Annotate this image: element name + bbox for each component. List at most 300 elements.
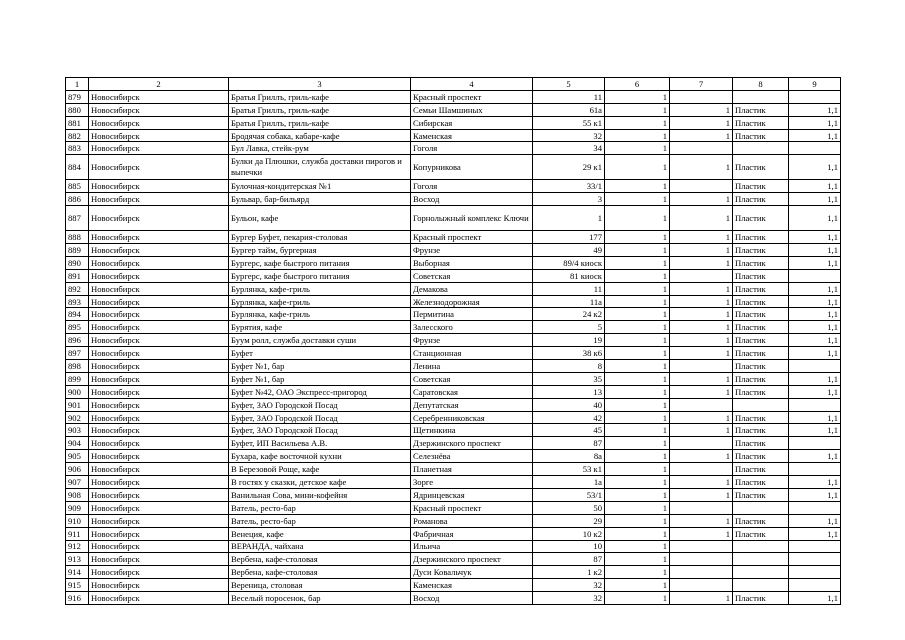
- house-cell: 3: [533, 193, 605, 206]
- material-cell: [733, 501, 789, 514]
- house-cell: 1 к2: [533, 566, 605, 579]
- city-cell: Новосибирск: [89, 553, 229, 566]
- column-7-cell: 1: [670, 155, 733, 180]
- row-number-cell: 913: [66, 553, 89, 566]
- house-cell: 35: [533, 372, 605, 385]
- venue-name-cell: Буфет №1, бар: [229, 360, 411, 373]
- city-cell: Новосибирск: [89, 450, 229, 463]
- table-row: [66, 488, 841, 501]
- house-cell: 32: [533, 129, 605, 142]
- city-cell: Новосибирск: [89, 360, 229, 373]
- column-7-cell: 1: [670, 527, 733, 540]
- table-row: [66, 256, 841, 269]
- venue-name-cell: Бургерс, кафе быстрого питания: [229, 269, 411, 282]
- venue-name-cell: Буфет: [229, 347, 411, 360]
- header-cell: 5: [533, 78, 605, 91]
- column-9-cell: 1,1: [789, 244, 841, 257]
- row-number-cell: 908: [66, 488, 89, 501]
- city-cell: Новосибирск: [89, 385, 229, 398]
- venue-name-cell: Бульвар, бар-бильярд: [229, 193, 411, 206]
- street-cell: Романова: [411, 514, 533, 527]
- venue-name-cell: Братья Гриллъ, гриль-кафе: [229, 103, 411, 116]
- venue-name-cell: В гостях у сказки, детское кафе: [229, 476, 411, 489]
- city-cell: Новосибирск: [89, 540, 229, 553]
- city-cell: Новосибирск: [89, 129, 229, 142]
- city-cell: Новосибирск: [89, 308, 229, 321]
- column-9-cell: 1,1: [789, 231, 841, 244]
- row-number-cell: 916: [66, 592, 89, 605]
- row-number-cell: 881: [66, 116, 89, 129]
- row-number-cell: 902: [66, 411, 89, 424]
- column-6-cell: 1: [605, 398, 670, 411]
- material-cell: Пластик: [733, 231, 789, 244]
- city-cell: Новосибирск: [89, 269, 229, 282]
- column-6-cell: 1: [605, 463, 670, 476]
- column-7-cell: 1: [670, 282, 733, 295]
- column-6-cell: 1: [605, 193, 670, 206]
- row-number-cell: 888: [66, 231, 89, 244]
- header-cell: 8: [733, 78, 789, 91]
- table-row: [66, 360, 841, 373]
- column-6-cell: 1: [605, 360, 670, 373]
- table-row: [66, 295, 841, 308]
- column-6-cell: 1: [605, 553, 670, 566]
- column-7-cell: 1: [670, 103, 733, 116]
- column-7-cell: 1: [670, 411, 733, 424]
- table-row: [66, 155, 841, 180]
- street-cell: Красный проспект: [411, 90, 533, 103]
- city-cell: Новосибирск: [89, 566, 229, 579]
- column-6-cell: 1: [605, 295, 670, 308]
- house-cell: 11: [533, 282, 605, 295]
- material-cell: Пластик: [733, 180, 789, 193]
- header-row: [66, 78, 841, 91]
- city-cell: Новосибирск: [89, 424, 229, 437]
- material-cell: Пластик: [733, 308, 789, 321]
- street-cell: Ильича: [411, 540, 533, 553]
- row-number-cell: 890: [66, 256, 89, 269]
- column-9-cell: 1,1: [789, 180, 841, 193]
- venue-name-cell: Буфет, ЗАО Городской Посад: [229, 411, 411, 424]
- header-cell: 6: [605, 78, 670, 91]
- column-7-cell: 1: [670, 372, 733, 385]
- table-row: [66, 103, 841, 116]
- table-row: [66, 501, 841, 514]
- column-6-cell: 1: [605, 103, 670, 116]
- column-7-cell: 1: [670, 592, 733, 605]
- material-cell: Пластик: [733, 155, 789, 180]
- row-number-cell: 883: [66, 142, 89, 155]
- column-7-cell: [670, 579, 733, 592]
- house-cell: 42: [533, 411, 605, 424]
- house-cell: 5: [533, 321, 605, 334]
- header-cell: 1: [66, 78, 89, 91]
- venue-name-cell: Бурлянка, кафе-гриль: [229, 282, 411, 295]
- material-cell: Пластик: [733, 103, 789, 116]
- house-cell: 13: [533, 385, 605, 398]
- material-cell: [733, 566, 789, 579]
- street-cell: Фрунзе: [411, 334, 533, 347]
- house-cell: 49: [533, 244, 605, 257]
- column-9-cell: 1,1: [789, 592, 841, 605]
- material-cell: Пластик: [733, 592, 789, 605]
- house-cell: 11а: [533, 295, 605, 308]
- material-cell: Пластик: [733, 488, 789, 501]
- table-row: [66, 116, 841, 129]
- street-cell: Восход: [411, 193, 533, 206]
- column-6-cell: 1: [605, 244, 670, 257]
- material-cell: [733, 579, 789, 592]
- street-cell: Селезнёва: [411, 450, 533, 463]
- row-number-cell: 889: [66, 244, 89, 257]
- column-6-cell: 1: [605, 411, 670, 424]
- city-cell: Новосибирск: [89, 579, 229, 592]
- table-row: [66, 244, 841, 257]
- venue-name-cell: Буфет №42, ОАО Экспресс-пригород: [229, 385, 411, 398]
- venue-name-cell: Буум ролл, служба доставки суши: [229, 334, 411, 347]
- table-row: [66, 540, 841, 553]
- material-cell: [733, 90, 789, 103]
- header-cell: 2: [89, 78, 229, 91]
- column-9-cell: 1,1: [789, 308, 841, 321]
- column-9-cell: 1,1: [789, 347, 841, 360]
- venue-name-cell: Бродячая собака, кабаре-кафе: [229, 129, 411, 142]
- material-cell: Пластик: [733, 116, 789, 129]
- house-cell: 19: [533, 334, 605, 347]
- column-9-cell: 1,1: [789, 155, 841, 180]
- street-cell: Гоголя: [411, 180, 533, 193]
- column-9-cell: 1,1: [789, 295, 841, 308]
- venue-name-cell: Буфет, ЗАО Городской Посад: [229, 424, 411, 437]
- street-cell: Станционная: [411, 347, 533, 360]
- table-row: [66, 372, 841, 385]
- row-number-cell: 909: [66, 501, 89, 514]
- venue-name-cell: Бурлянка, кафе-гриль: [229, 308, 411, 321]
- house-cell: 53/1: [533, 488, 605, 501]
- column-6-cell: 1: [605, 180, 670, 193]
- table-row: [66, 347, 841, 360]
- table-row: [66, 411, 841, 424]
- house-cell: 45: [533, 424, 605, 437]
- house-cell: 50: [533, 501, 605, 514]
- material-cell: Пластик: [733, 463, 789, 476]
- column-7-cell: 1: [670, 256, 733, 269]
- material-cell: Пластик: [733, 437, 789, 450]
- row-number-cell: 915: [66, 579, 89, 592]
- street-cell: Советская: [411, 269, 533, 282]
- street-cell: Красный проспект: [411, 501, 533, 514]
- row-number-cell: 885: [66, 180, 89, 193]
- table-row: [66, 527, 841, 540]
- column-9-cell: 1,1: [789, 206, 841, 231]
- venue-name-cell: Буфет, ЗАО Городской Посад: [229, 398, 411, 411]
- column-6-cell: 1: [605, 540, 670, 553]
- column-7-cell: 1: [670, 385, 733, 398]
- street-cell: Саратовская: [411, 385, 533, 398]
- column-7-cell: [670, 269, 733, 282]
- street-cell: Серебренниковская: [411, 411, 533, 424]
- row-number-cell: 887: [66, 206, 89, 231]
- street-cell: Копурникова: [411, 155, 533, 180]
- row-number-cell: 906: [66, 463, 89, 476]
- venue-name-cell: Буфет №1, бар: [229, 372, 411, 385]
- table-row: [66, 90, 841, 103]
- row-number-cell: 910: [66, 514, 89, 527]
- street-cell: Каменская: [411, 579, 533, 592]
- street-cell: Восход: [411, 592, 533, 605]
- street-cell: Горнолыжный комплекс Ключи: [411, 206, 533, 231]
- city-cell: Новосибирск: [89, 592, 229, 605]
- street-cell: Железнодорожная: [411, 295, 533, 308]
- city-cell: Новосибирск: [89, 476, 229, 489]
- house-cell: 29 к1: [533, 155, 605, 180]
- material-cell: Пластик: [733, 411, 789, 424]
- column-6-cell: 1: [605, 372, 670, 385]
- column-9-cell: [789, 398, 841, 411]
- row-number-cell: 879: [66, 90, 89, 103]
- house-cell: 29: [533, 514, 605, 527]
- material-cell: Пластик: [733, 347, 789, 360]
- venue-name-cell: Ватель, ресто-бар: [229, 501, 411, 514]
- city-cell: Новосибирск: [89, 193, 229, 206]
- row-number-cell: 914: [66, 566, 89, 579]
- material-cell: Пластик: [733, 129, 789, 142]
- header-cell: 3: [229, 78, 411, 91]
- house-cell: 32: [533, 592, 605, 605]
- table-row: [66, 321, 841, 334]
- street-cell: Дзержинского проспект: [411, 437, 533, 450]
- street-cell: Дзержинского проспект: [411, 553, 533, 566]
- material-cell: [733, 540, 789, 553]
- material-cell: Пластик: [733, 334, 789, 347]
- table-row: [66, 269, 841, 282]
- column-6-cell: 1: [605, 308, 670, 321]
- column-7-cell: [670, 90, 733, 103]
- material-cell: Пластик: [733, 321, 789, 334]
- column-7-cell: [670, 142, 733, 155]
- column-9-cell: [789, 501, 841, 514]
- house-cell: 8: [533, 360, 605, 373]
- city-cell: Новосибирск: [89, 514, 229, 527]
- column-9-cell: 1,1: [789, 282, 841, 295]
- material-cell: Пластик: [733, 193, 789, 206]
- street-cell: Фабричная: [411, 527, 533, 540]
- row-number-cell: 886: [66, 193, 89, 206]
- city-cell: Новосибирск: [89, 231, 229, 244]
- column-7-cell: [670, 501, 733, 514]
- column-6-cell: 1: [605, 437, 670, 450]
- table-row: [66, 592, 841, 605]
- material-cell: [733, 398, 789, 411]
- column-7-cell: 1: [670, 295, 733, 308]
- column-9-cell: 1,1: [789, 372, 841, 385]
- column-9-cell: [789, 437, 841, 450]
- city-cell: Новосибирск: [89, 527, 229, 540]
- column-7-cell: 1: [670, 206, 733, 231]
- material-cell: Пластик: [733, 282, 789, 295]
- venue-name-cell: Бургер Буфет, пекария-столовая: [229, 231, 411, 244]
- column-6-cell: 1: [605, 592, 670, 605]
- column-6-cell: 1: [605, 579, 670, 592]
- material-cell: Пластик: [733, 372, 789, 385]
- venue-name-cell: Вереница, столовая: [229, 579, 411, 592]
- city-cell: Новосибирск: [89, 411, 229, 424]
- column-6-cell: 1: [605, 385, 670, 398]
- column-9-cell: 1,1: [789, 514, 841, 527]
- table-row: [66, 450, 841, 463]
- row-number-cell: 904: [66, 437, 89, 450]
- venue-name-cell: Бургер тайм, бургерная: [229, 244, 411, 257]
- house-cell: 40: [533, 398, 605, 411]
- column-6-cell: 1: [605, 206, 670, 231]
- venue-name-cell: Бульон, кафе: [229, 206, 411, 231]
- column-9-cell: 1,1: [789, 116, 841, 129]
- table-row: [66, 579, 841, 592]
- material-cell: Пластик: [733, 360, 789, 373]
- row-number-cell: 894: [66, 308, 89, 321]
- house-cell: 1: [533, 206, 605, 231]
- column-6-cell: 1: [605, 129, 670, 142]
- venue-name-cell: Венеция, кафе: [229, 527, 411, 540]
- material-cell: Пластик: [733, 476, 789, 489]
- column-6-cell: 1: [605, 231, 670, 244]
- table-row: [66, 129, 841, 142]
- venue-name-cell: Ванильная Сова, мини-кофейня: [229, 488, 411, 501]
- column-9-cell: [789, 269, 841, 282]
- column-7-cell: [670, 398, 733, 411]
- city-cell: Новосибирск: [89, 206, 229, 231]
- column-7-cell: 1: [670, 334, 733, 347]
- row-number-cell: 896: [66, 334, 89, 347]
- column-7-cell: 1: [670, 116, 733, 129]
- city-cell: Новосибирск: [89, 103, 229, 116]
- row-number-cell: 891: [66, 269, 89, 282]
- column-7-cell: 1: [670, 321, 733, 334]
- column-7-cell: 1: [670, 308, 733, 321]
- row-number-cell: 905: [66, 450, 89, 463]
- column-6-cell: 1: [605, 321, 670, 334]
- column-6-cell: 1: [605, 155, 670, 180]
- city-cell: Новосибирск: [89, 321, 229, 334]
- column-7-cell: 1: [670, 347, 733, 360]
- city-cell: Новосибирск: [89, 463, 229, 476]
- material-cell: Пластик: [733, 527, 789, 540]
- column-7-cell: 1: [670, 231, 733, 244]
- city-cell: Новосибирск: [89, 295, 229, 308]
- column-7-cell: [670, 360, 733, 373]
- column-6-cell: 1: [605, 450, 670, 463]
- venue-name-cell: Вербена, кафе-столовая: [229, 566, 411, 579]
- house-cell: 87: [533, 553, 605, 566]
- row-number-cell: 899: [66, 372, 89, 385]
- city-cell: Новосибирск: [89, 155, 229, 180]
- table-row: [66, 282, 841, 295]
- row-number-cell: 893: [66, 295, 89, 308]
- street-cell: Дуси Ковальчук: [411, 566, 533, 579]
- house-cell: 24 к2: [533, 308, 605, 321]
- venue-name-cell: Братья Гриллъ, гриль-кафе: [229, 116, 411, 129]
- table-row: [66, 231, 841, 244]
- column-9-cell: 1,1: [789, 476, 841, 489]
- city-cell: Новосибирск: [89, 142, 229, 155]
- venue-name-cell: Вербена, кафе-столовая: [229, 553, 411, 566]
- house-cell: 38 к6: [533, 347, 605, 360]
- column-6-cell: 1: [605, 90, 670, 103]
- street-cell: Фрунзе: [411, 244, 533, 257]
- table-row: [66, 398, 841, 411]
- column-9-cell: [789, 90, 841, 103]
- column-6-cell: 1: [605, 347, 670, 360]
- street-cell: Депутатская: [411, 398, 533, 411]
- row-number-cell: 895: [66, 321, 89, 334]
- street-cell: Демакова: [411, 282, 533, 295]
- column-7-cell: 1: [670, 488, 733, 501]
- street-cell: Ядринцевская: [411, 488, 533, 501]
- street-cell: Советская: [411, 372, 533, 385]
- column-6-cell: 1: [605, 527, 670, 540]
- venue-name-cell: В Березовой Роще, кафе: [229, 463, 411, 476]
- column-7-cell: [670, 437, 733, 450]
- column-6-cell: 1: [605, 116, 670, 129]
- street-cell: Выборная: [411, 256, 533, 269]
- venue-name-cell: Буфет, ИП Васильева А.В.: [229, 437, 411, 450]
- row-number-cell: 912: [66, 540, 89, 553]
- venue-name-cell: Бухара, кафе восточной кухни: [229, 450, 411, 463]
- row-number-cell: 911: [66, 527, 89, 540]
- row-number-cell: 903: [66, 424, 89, 437]
- column-9-cell: [789, 566, 841, 579]
- street-cell: Планетная: [411, 463, 533, 476]
- venue-name-cell: Веселый поросенок, бар: [229, 592, 411, 605]
- street-cell: Залесского: [411, 321, 533, 334]
- column-6-cell: 1: [605, 514, 670, 527]
- column-9-cell: 1,1: [789, 450, 841, 463]
- row-number-cell: 897: [66, 347, 89, 360]
- table-body: [66, 90, 841, 604]
- column-7-cell: [670, 180, 733, 193]
- row-number-cell: 907: [66, 476, 89, 489]
- material-cell: Пластик: [733, 206, 789, 231]
- city-cell: Новосибирск: [89, 90, 229, 103]
- material-cell: Пластик: [733, 295, 789, 308]
- city-cell: Новосибирск: [89, 372, 229, 385]
- street-cell: Каменская: [411, 129, 533, 142]
- house-cell: 81 киоск: [533, 269, 605, 282]
- header-cell: 4: [411, 78, 533, 91]
- column-9-cell: [789, 553, 841, 566]
- table-row: [66, 385, 841, 398]
- header-cell: 7: [670, 78, 733, 91]
- row-number-cell: 901: [66, 398, 89, 411]
- material-cell: [733, 142, 789, 155]
- column-7-cell: [670, 566, 733, 579]
- house-cell: 55 к1: [533, 116, 605, 129]
- city-cell: Новосибирск: [89, 282, 229, 295]
- street-cell: Зорге: [411, 476, 533, 489]
- city-cell: Новосибирск: [89, 347, 229, 360]
- column-6-cell: 1: [605, 501, 670, 514]
- table-row: [66, 142, 841, 155]
- column-6-cell: 1: [605, 476, 670, 489]
- column-9-cell: [789, 579, 841, 592]
- venue-name-cell: Булочная-кондитерская №1: [229, 180, 411, 193]
- house-cell: 87: [533, 437, 605, 450]
- column-9-cell: [789, 142, 841, 155]
- venue-name-cell: Бурлянка, кафе-гриль: [229, 295, 411, 308]
- material-cell: Пластик: [733, 244, 789, 257]
- column-9-cell: 1,1: [789, 424, 841, 437]
- column-9-cell: [789, 540, 841, 553]
